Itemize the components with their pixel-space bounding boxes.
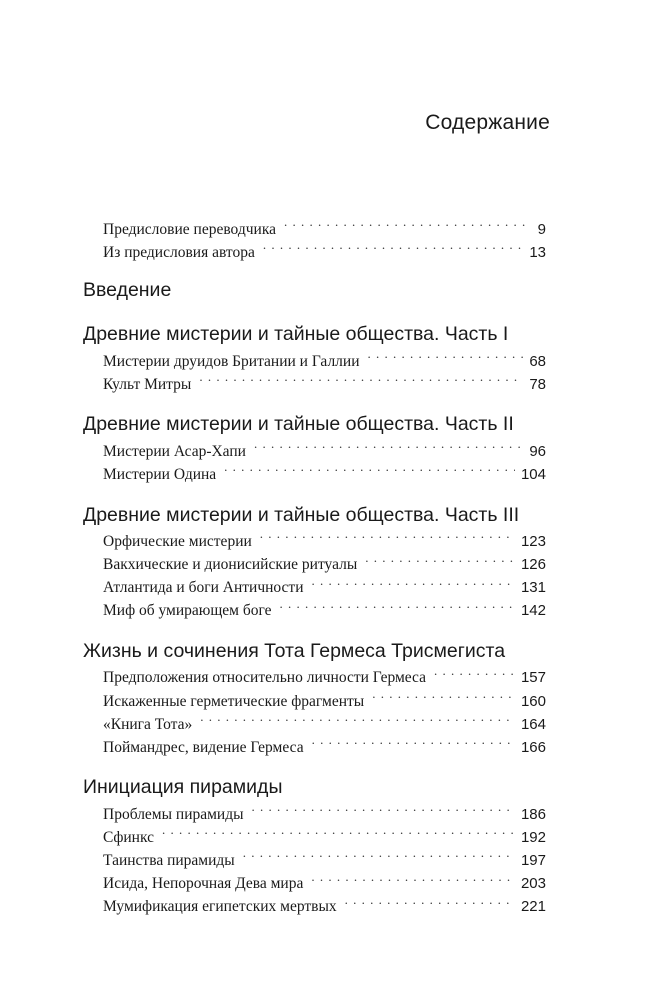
toc-section-pyramid — [83, 775, 546, 918]
section-heading[interactable]: Древние мистерии и тайные общества. Часть III — [83, 503, 520, 526]
toc-entry[interactable] — [103, 440, 546, 463]
toc-entry-title: Атлантида и боги Античности — [103, 579, 304, 597]
section-heading[interactable]: Жизнь и сочинения Тота Гермеса Трисмегиста — [83, 639, 506, 662]
toc-entry-title: «Книга Тота» — [103, 715, 193, 733]
dot-leader — [434, 667, 515, 683]
toc-entry-title: Культ Митры — [103, 375, 192, 393]
toc-entry-page: 142 — [520, 602, 546, 620]
section-heading[interactable]: Введение — [83, 279, 172, 302]
toc-entry-title: Предисловие переводчика — [103, 220, 277, 238]
dot-leader — [312, 736, 515, 752]
toc-entry-title: Мистерии Одина — [103, 465, 217, 483]
toc-entry-page: 157 — [520, 669, 546, 687]
toc-section-introduction — [83, 278, 546, 302]
toc-entry-page: 192 — [520, 828, 546, 846]
dot-leader — [284, 218, 526, 234]
table-of-contents — [83, 218, 546, 919]
dot-leader — [224, 463, 515, 479]
dot-leader — [162, 826, 515, 842]
toc-entry[interactable] — [103, 896, 546, 919]
toc-entry-page: 197 — [520, 852, 546, 869]
dot-leader — [345, 896, 515, 912]
toc-entry-page: 68 — [529, 352, 546, 370]
dot-leader — [252, 803, 515, 819]
toc-entry-page: 160 — [520, 692, 546, 710]
toc-entry-page: 203 — [520, 875, 546, 893]
page-title: Содержание — [425, 111, 550, 134]
dot-leader — [311, 873, 515, 889]
toc-entry[interactable] — [103, 736, 546, 759]
toc-entry-title: Поймандрес, видение Гермеса — [103, 738, 304, 756]
toc-entry[interactable] — [103, 713, 546, 736]
toc-entry[interactable] — [103, 218, 546, 241]
toc-entry-page: 13 — [529, 243, 546, 261]
dot-leader — [200, 713, 515, 729]
toc-entry-title: Исида, Непорочная Дева мира — [103, 875, 304, 893]
toc-entry-title: Искаженные герметические фрагменты — [103, 692, 365, 710]
toc-entry-page: 186 — [520, 805, 546, 823]
toc-entry[interactable] — [103, 241, 546, 264]
toc-entry-title: Миф об умирающем боге — [103, 602, 272, 620]
toc-entry[interactable] — [103, 850, 546, 873]
toc-entry-page: 9 — [537, 220, 546, 238]
toc-entry-page: 164 — [520, 715, 546, 733]
toc-entry[interactable] — [103, 826, 546, 849]
dot-leader — [312, 577, 515, 593]
toc-entry-title: Мистерии Асар-Хапи — [103, 442, 246, 460]
front-matter — [83, 218, 546, 264]
toc-entry-title: Проблемы пирамиды — [103, 805, 244, 823]
dot-leader — [372, 690, 515, 706]
toc-section-part-2 — [83, 412, 546, 486]
toc-entry-title: Таинства пирамиды — [103, 852, 235, 869]
toc-entry-title: Из предисловия автора — [103, 243, 255, 261]
toc-section-part-3 — [83, 503, 546, 623]
section-heading[interactable]: Древние мистерии и тайные общества. Часть I — [83, 323, 509, 346]
toc-entry[interactable] — [103, 463, 546, 486]
toc-entry-page: 126 — [520, 556, 546, 574]
dot-leader — [263, 241, 523, 257]
toc-entry[interactable] — [103, 373, 546, 396]
toc-entry[interactable] — [103, 667, 546, 690]
toc-entry-page: 123 — [520, 533, 546, 551]
toc-entry-page: 166 — [520, 738, 546, 756]
section-heading[interactable]: Древние мистерии и тайные общества. Часть II — [83, 413, 514, 436]
toc-entry-title: Вакхические и дионисийские ритуалы — [103, 556, 358, 574]
toc-entry[interactable] — [103, 531, 546, 554]
toc-entry-title: Предположения относительно личности Гермеса — [103, 669, 427, 687]
toc-entry-page: 78 — [529, 375, 546, 393]
dot-leader — [254, 440, 523, 456]
dot-leader — [260, 531, 515, 547]
toc-entry-title: Мистерии друидов Британии и Галлии — [103, 352, 360, 370]
toc-section-part-1 — [83, 322, 546, 396]
dot-leader — [280, 600, 515, 616]
toc-entry-page: 104 — [520, 465, 546, 483]
toc-entry[interactable] — [103, 803, 546, 826]
section-heading[interactable]: Инициация пирамиды — [83, 776, 283, 799]
toc-entry[interactable] — [103, 873, 546, 896]
dot-leader — [199, 373, 523, 389]
toc-entry[interactable] — [103, 554, 546, 577]
dot-leader — [368, 350, 524, 366]
toc-entry-page: 131 — [520, 579, 546, 597]
dot-leader — [243, 850, 515, 866]
dot-leader — [365, 554, 515, 570]
toc-entry[interactable] — [103, 350, 546, 373]
toc-entry-page: 221 — [520, 898, 546, 916]
toc-entry-page: 96 — [529, 442, 546, 460]
toc-entry[interactable] — [103, 600, 546, 623]
toc-entry[interactable] — [103, 690, 546, 713]
toc-entry-title: Сфинкс — [103, 828, 154, 846]
toc-entry-title: Орфические мистерии — [103, 533, 252, 551]
toc-entry[interactable] — [103, 577, 546, 600]
toc-section-hermes — [83, 639, 546, 759]
toc-entry-title: Мумификация египетских мертвых — [103, 898, 337, 916]
